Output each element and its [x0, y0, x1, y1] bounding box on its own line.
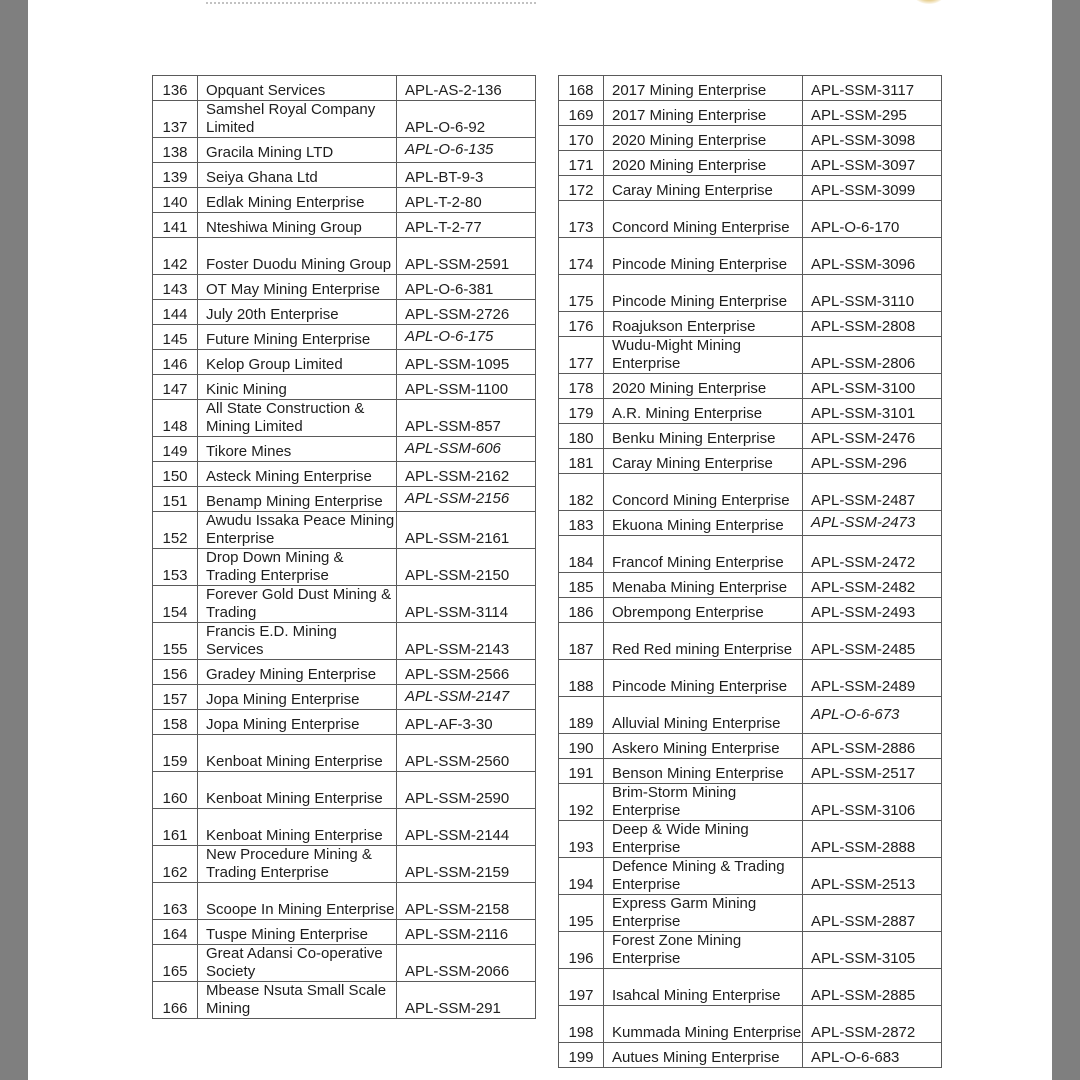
- company-name: 2020 Mining Enterprise: [604, 126, 803, 151]
- company-name: Menaba Mining Enterprise: [604, 573, 803, 598]
- company-name: Deep & Wide Mining Enterprise: [604, 821, 803, 858]
- table-row: [559, 932, 942, 969]
- licence-code: APL-AS-2-136: [397, 76, 536, 101]
- row-number: 192: [559, 784, 604, 821]
- licence-code: APL-O-6-135: [397, 138, 536, 163]
- licence-code: APL-SSM-2806: [803, 337, 942, 374]
- company-name: Pincode Mining Enterprise: [604, 275, 803, 312]
- table-row: [559, 821, 942, 858]
- row-number: 158: [153, 710, 198, 735]
- company-name: Francof Mining Enterprise: [604, 536, 803, 573]
- table-row: [559, 474, 942, 511]
- company-name: Caray Mining Enterprise: [604, 176, 803, 201]
- table-row: [559, 337, 942, 374]
- table-row: [153, 660, 536, 685]
- licence-code: APL-SSM-296: [803, 449, 942, 474]
- company-name: Kenboat Mining Enterprise: [198, 809, 397, 846]
- row-number: 182: [559, 474, 604, 511]
- licence-code: APL-SSM-3105: [803, 932, 942, 969]
- table-row: [153, 437, 536, 462]
- company-name: Drop Down Mining & Trading Enterprise: [198, 549, 397, 586]
- row-number: 187: [559, 623, 604, 660]
- licence-code: APL-SSM-291: [397, 982, 536, 1019]
- table-row: [153, 710, 536, 735]
- table-row: [153, 883, 536, 920]
- gold-emblem-icon: [914, 0, 944, 4]
- row-number: 171: [559, 151, 604, 176]
- company-name: Future Mining Enterprise: [198, 325, 397, 350]
- company-name: Seiya Ghana Ltd: [198, 163, 397, 188]
- table-row: [153, 275, 536, 300]
- company-name: Great Adansi Co-operative Society: [198, 945, 397, 982]
- table-row: [559, 101, 942, 126]
- row-number: 144: [153, 300, 198, 325]
- licence-code: APL-SSM-2144: [397, 809, 536, 846]
- table-row: [559, 424, 942, 449]
- licence-table-right: [558, 75, 942, 1068]
- table-row: [153, 375, 536, 400]
- licence-code: APL-SSM-2726: [397, 300, 536, 325]
- table-row: [153, 772, 536, 809]
- licence-code: APL-O-6-92: [397, 101, 536, 138]
- licence-code: APL-SSM-2150: [397, 549, 536, 586]
- company-name: Kelop Group Limited: [198, 350, 397, 375]
- licence-code: APL-SSM-2489: [803, 660, 942, 697]
- licence-code: APL-SSM-2885: [803, 969, 942, 1006]
- licence-code: APL-SSM-3110: [803, 275, 942, 312]
- licence-code: APL-SSM-3101: [803, 399, 942, 424]
- table-row: [559, 697, 942, 734]
- table-row: [559, 151, 942, 176]
- header-text-remnant: [206, 0, 536, 4]
- table-row: [559, 573, 942, 598]
- table-row: [559, 275, 942, 312]
- row-number: 156: [153, 660, 198, 685]
- table-row: [153, 735, 536, 772]
- table-row: [559, 759, 942, 784]
- licence-code: APL-SSM-295: [803, 101, 942, 126]
- table-row: [153, 846, 536, 883]
- row-number: 195: [559, 895, 604, 932]
- row-number: 145: [153, 325, 198, 350]
- licence-code: APL-SSM-1095: [397, 350, 536, 375]
- row-number: 185: [559, 573, 604, 598]
- table-row: [153, 325, 536, 350]
- table-row: [559, 76, 942, 101]
- row-number: 140: [153, 188, 198, 213]
- row-number: 197: [559, 969, 604, 1006]
- table-row: [153, 188, 536, 213]
- row-number: 181: [559, 449, 604, 474]
- row-number: 152: [153, 512, 198, 549]
- company-name: Kinic Mining: [198, 375, 397, 400]
- licence-code: APL-T-2-80: [397, 188, 536, 213]
- company-name: Nteshiwa Mining Group: [198, 213, 397, 238]
- licence-code: APL-T-2-77: [397, 213, 536, 238]
- company-name: Ekuona Mining Enterprise: [604, 511, 803, 536]
- row-number: 199: [559, 1043, 604, 1068]
- company-name: Brim-Storm Mining Enterprise: [604, 784, 803, 821]
- licence-code: APL-SSM-2472: [803, 536, 942, 573]
- licence-code: APL-SSM-3099: [803, 176, 942, 201]
- company-name: Awudu Issaka Peace Mining Enterprise: [198, 512, 397, 549]
- company-name: 2017 Mining Enterprise: [604, 76, 803, 101]
- company-name: Benku Mining Enterprise: [604, 424, 803, 449]
- company-name: Alluvial Mining Enterprise: [604, 697, 803, 734]
- company-name: Caray Mining Enterprise: [604, 449, 803, 474]
- row-number: 161: [153, 809, 198, 846]
- company-name: Concord Mining Enterprise: [604, 474, 803, 511]
- table-row: [153, 213, 536, 238]
- company-name: 2020 Mining Enterprise: [604, 374, 803, 399]
- licence-code: APL-SSM-857: [397, 400, 536, 437]
- row-number: 139: [153, 163, 198, 188]
- company-name: Wudu-Might Mining Enterprise: [604, 337, 803, 374]
- company-name: A.R. Mining Enterprise: [604, 399, 803, 424]
- table-row: [153, 982, 536, 1019]
- table-row: [153, 76, 536, 101]
- row-number: 183: [559, 511, 604, 536]
- company-name: Kummada Mining Enterprise: [604, 1006, 803, 1043]
- licence-code: APL-SSM-2143: [397, 623, 536, 660]
- company-name: Isahcal Mining Enterprise: [604, 969, 803, 1006]
- company-name: Askero Mining Enterprise: [604, 734, 803, 759]
- table-row: [153, 101, 536, 138]
- table-row: [559, 374, 942, 399]
- row-number: 165: [153, 945, 198, 982]
- company-name: Opquant Services: [198, 76, 397, 101]
- company-name: Tikore Mines: [198, 437, 397, 462]
- row-number: 162: [153, 846, 198, 883]
- row-number: 175: [559, 275, 604, 312]
- licence-code: APL-SSM-2566: [397, 660, 536, 685]
- table-row: [559, 238, 942, 275]
- licence-code: APL-SSM-2156: [397, 487, 536, 512]
- licence-code: APL-SSM-3098: [803, 126, 942, 151]
- licence-code: APL-O-6-175: [397, 325, 536, 350]
- row-number: 177: [559, 337, 604, 374]
- row-number: 143: [153, 275, 198, 300]
- licence-code: APL-SSM-2560: [397, 735, 536, 772]
- table-row: [153, 238, 536, 275]
- table-row: [153, 685, 536, 710]
- company-name: Defence Mining & Trading Enterprise: [604, 858, 803, 895]
- table-row: [559, 734, 942, 759]
- table-row: [559, 784, 942, 821]
- licence-code: APL-SSM-3117: [803, 76, 942, 101]
- table-row: [559, 858, 942, 895]
- row-number: 189: [559, 697, 604, 734]
- licence-code: APL-SSM-2872: [803, 1006, 942, 1043]
- licence-code: APL-SSM-2590: [397, 772, 536, 809]
- table-row: [559, 126, 942, 151]
- licence-code: APL-SSM-606: [397, 437, 536, 462]
- licence-code: APL-SSM-2487: [803, 474, 942, 511]
- row-number: 193: [559, 821, 604, 858]
- company-name: Kenboat Mining Enterprise: [198, 735, 397, 772]
- table-row: [153, 512, 536, 549]
- table-row: [153, 163, 536, 188]
- row-number: 178: [559, 374, 604, 399]
- licence-code: APL-SSM-2591: [397, 238, 536, 275]
- table-row: [153, 623, 536, 660]
- company-name: Edlak Mining Enterprise: [198, 188, 397, 213]
- company-name: Asteck Mining Enterprise: [198, 462, 397, 487]
- table-row: [153, 400, 536, 437]
- row-number: 149: [153, 437, 198, 462]
- table-row: [559, 201, 942, 238]
- company-name: Samshel Royal Company Limited: [198, 101, 397, 138]
- licence-code: APL-SSM-2887: [803, 895, 942, 932]
- company-name: Gracila Mining LTD: [198, 138, 397, 163]
- licence-table-left: [152, 75, 536, 1019]
- company-name: Gradey Mining Enterprise: [198, 660, 397, 685]
- table-row: [153, 462, 536, 487]
- row-number: 159: [153, 735, 198, 772]
- company-name: Forever Gold Dust Mining & Trading: [198, 586, 397, 623]
- row-number: 191: [559, 759, 604, 784]
- row-number: 164: [153, 920, 198, 945]
- row-number: 136: [153, 76, 198, 101]
- table-row: [153, 549, 536, 586]
- licence-code: APL-SSM-2158: [397, 883, 536, 920]
- table-row: [153, 586, 536, 623]
- licence-code: APL-SSM-2473: [803, 511, 942, 536]
- table-row: [559, 660, 942, 697]
- licence-code: APL-SSM-1100: [397, 375, 536, 400]
- licence-code: APL-SSM-2147: [397, 685, 536, 710]
- row-number: 141: [153, 213, 198, 238]
- licence-code: APL-SSM-2476: [803, 424, 942, 449]
- company-name: 2020 Mining Enterprise: [604, 151, 803, 176]
- licence-code: APL-SSM-2161: [397, 512, 536, 549]
- table-row: [153, 945, 536, 982]
- table-row: [153, 300, 536, 325]
- row-number: 170: [559, 126, 604, 151]
- table-row: [153, 487, 536, 512]
- row-number: 180: [559, 424, 604, 449]
- company-name: Express Garm Mining Enterprise: [604, 895, 803, 932]
- licence-code: APL-SSM-3106: [803, 784, 942, 821]
- table-row: [559, 895, 942, 932]
- company-name: July 20th Enterprise: [198, 300, 397, 325]
- row-number: 169: [559, 101, 604, 126]
- company-name: New Procedure Mining & Trading Enterprise: [198, 846, 397, 883]
- row-number: 168: [559, 76, 604, 101]
- licence-code: APL-SSM-2888: [803, 821, 942, 858]
- table-row: [559, 1006, 942, 1043]
- licence-code: APL-SSM-2482: [803, 573, 942, 598]
- table-row: [559, 399, 942, 424]
- licence-code: APL-SSM-2116: [397, 920, 536, 945]
- licence-code: APL-SSM-2159: [397, 846, 536, 883]
- licence-code: APL-BT-9-3: [397, 163, 536, 188]
- company-name: Jopa Mining Enterprise: [198, 710, 397, 735]
- licence-code: APL-SSM-3114: [397, 586, 536, 623]
- row-number: 160: [153, 772, 198, 809]
- company-name: OT May Mining Enterprise: [198, 275, 397, 300]
- row-number: 194: [559, 858, 604, 895]
- row-number: 163: [153, 883, 198, 920]
- row-number: 198: [559, 1006, 604, 1043]
- row-number: 147: [153, 375, 198, 400]
- licence-code: APL-SSM-3100: [803, 374, 942, 399]
- row-number: 196: [559, 932, 604, 969]
- licence-code: APL-SSM-2493: [803, 598, 942, 623]
- row-number: 151: [153, 487, 198, 512]
- row-number: 150: [153, 462, 198, 487]
- licence-code: APL-SSM-2162: [397, 462, 536, 487]
- licence-code: APL-SSM-2808: [803, 312, 942, 337]
- licence-code: APL-O-6-170: [803, 201, 942, 238]
- company-name: 2017 Mining Enterprise: [604, 101, 803, 126]
- company-name: Foster Duodu Mining Group: [198, 238, 397, 275]
- company-name: Kenboat Mining Enterprise: [198, 772, 397, 809]
- table-row: [559, 176, 942, 201]
- table-row: [153, 138, 536, 163]
- company-name: Benson Mining Enterprise: [604, 759, 803, 784]
- company-name: Forest Zone Mining Enterprise: [604, 932, 803, 969]
- licence-code: APL-SSM-2886: [803, 734, 942, 759]
- row-number: 146: [153, 350, 198, 375]
- row-number: 142: [153, 238, 198, 275]
- company-name: Pincode Mining Enterprise: [604, 238, 803, 275]
- row-number: 174: [559, 238, 604, 275]
- company-name: Francis E.D. Mining Services: [198, 623, 397, 660]
- company-name: Tuspe Mining Enterprise: [198, 920, 397, 945]
- table-row: [153, 350, 536, 375]
- table-row: [559, 312, 942, 337]
- row-number: 138: [153, 138, 198, 163]
- licence-code: APL-AF-3-30: [397, 710, 536, 735]
- row-number: 166: [153, 982, 198, 1019]
- table-row: [559, 623, 942, 660]
- table-row: [559, 598, 942, 623]
- company-name: Obrempong Enterprise: [604, 598, 803, 623]
- row-number: 157: [153, 685, 198, 710]
- licence-code: APL-O-6-673: [803, 697, 942, 734]
- licence-code: APL-SSM-2066: [397, 945, 536, 982]
- row-number: 176: [559, 312, 604, 337]
- row-number: 155: [153, 623, 198, 660]
- licence-code: APL-SSM-3096: [803, 238, 942, 275]
- row-number: 184: [559, 536, 604, 573]
- company-name: Benamp Mining Enterprise: [198, 487, 397, 512]
- row-number: 148: [153, 400, 198, 437]
- company-name: All State Construction & Mining Limited: [198, 400, 397, 437]
- company-name: Mbease Nsuta Small Scale Mining: [198, 982, 397, 1019]
- company-name: Jopa Mining Enterprise: [198, 685, 397, 710]
- table-row: [153, 809, 536, 846]
- licence-code: APL-SSM-2513: [803, 858, 942, 895]
- row-number: 188: [559, 660, 604, 697]
- table-row: [559, 536, 942, 573]
- row-number: 154: [153, 586, 198, 623]
- row-number: 172: [559, 176, 604, 201]
- company-name: Autues Mining Enterprise: [604, 1043, 803, 1068]
- company-name: Scoope In Mining Enterprise: [198, 883, 397, 920]
- table-row: [559, 449, 942, 474]
- table-row: [559, 969, 942, 1006]
- company-name: Concord Mining Enterprise: [604, 201, 803, 238]
- table-row: [559, 1043, 942, 1068]
- row-number: 137: [153, 101, 198, 138]
- licence-code: APL-O-6-381: [397, 275, 536, 300]
- licence-code: APL-SSM-2517: [803, 759, 942, 784]
- row-number: 179: [559, 399, 604, 424]
- table-row: [153, 920, 536, 945]
- row-number: 190: [559, 734, 604, 759]
- row-number: 153: [153, 549, 198, 586]
- licence-code: APL-SSM-3097: [803, 151, 942, 176]
- company-name: Roajukson Enterprise: [604, 312, 803, 337]
- company-name: Pincode Mining Enterprise: [604, 660, 803, 697]
- row-number: 186: [559, 598, 604, 623]
- licence-code: APL-O-6-683: [803, 1043, 942, 1068]
- table-row: [559, 511, 942, 536]
- row-number: 173: [559, 201, 604, 238]
- company-name: Red Red mining Enterprise: [604, 623, 803, 660]
- licence-code: APL-SSM-2485: [803, 623, 942, 660]
